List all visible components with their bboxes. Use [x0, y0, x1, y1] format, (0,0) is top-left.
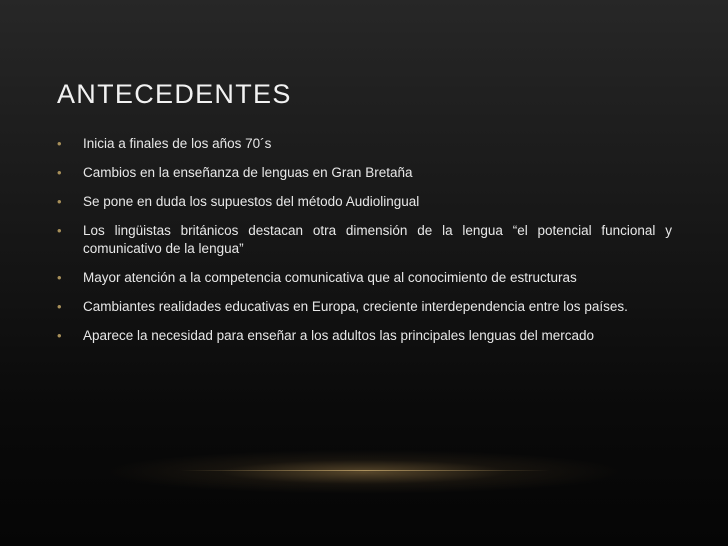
bullet-text: Inicia a finales de los años 70´s	[83, 136, 272, 151]
slide-title: ANTECEDENTES	[57, 79, 292, 109]
bullet-item	[57, 193, 672, 211]
bullet-item	[57, 269, 672, 287]
bullet-item	[57, 298, 672, 316]
bullet-text: Se pone en duda los supuestos del método Audiolingual	[83, 194, 420, 209]
bullet-icon: •	[57, 194, 62, 209]
bullet-icon: •	[57, 223, 62, 238]
bullet-icon: •	[57, 270, 62, 285]
bullet-item	[57, 222, 672, 258]
bullet-icon: •	[57, 328, 62, 343]
bullet-text: Cambiantes realidades educativas en Europa, creciente interdependencia entre los países.	[83, 299, 628, 314]
bullet-item	[57, 164, 672, 182]
bullet-text: Los lingüistas británicos destacan otra dimensión de la lengua “el potencial funcional y comunicativo de la lengua”	[83, 223, 672, 256]
bullet-text: Cambios en la enseñanza de lenguas en Gran Bretaña	[83, 165, 413, 180]
bullet-icon: •	[57, 165, 62, 180]
bullet-text: Mayor atención a la competencia comunicativa que al conocimiento de estructuras	[83, 270, 577, 285]
bullet-item	[57, 327, 672, 345]
decorative-glow-line	[180, 470, 550, 471]
bullet-text: Aparece la necesidad para enseñar a los adultos las principales lenguas del mercado	[83, 328, 595, 343]
bullet-icon: •	[57, 136, 62, 151]
bullet-item	[57, 135, 672, 153]
bullet-icon: •	[57, 299, 62, 314]
bullet-list	[57, 135, 672, 356]
